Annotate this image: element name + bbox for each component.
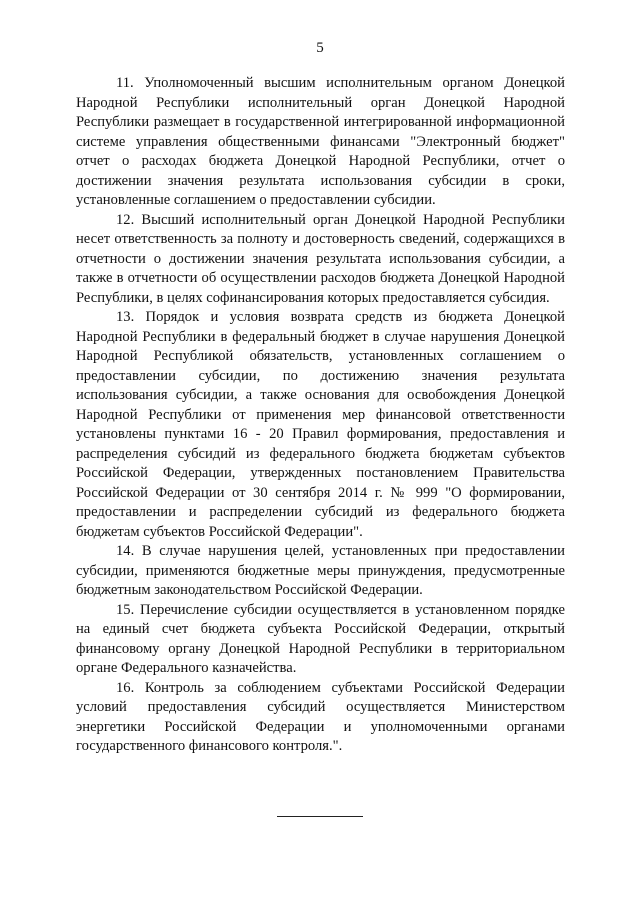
end-divider-line: [277, 816, 363, 817]
paragraph-13: 13. Порядок и условия возврата средств из бюджета Донецкой Народной Республики в федеральный бюджет в случае нарушения Донецкой Народной Республикой обязательств, установленных соглашением о предоставлении субсидии, по достижению значения результата использования субсидии, а также основания для освобождения Донецкой Народной Республики от применения мер финансовой ответственности установлены пунктами 16 - 20 Правил формирования, предоставления и распределения субсидий из федерального бюджета бюджетам субъектов Российской Федерации, утвержденных постановлением Правительства Российской Федерации от 30 сентября 2014 г. № 999 "О формировании, предоставлении и распределении субсидий из федерального бюджета бюджетам субъектов Российской Федерации".: [76, 309, 565, 540]
paragraph-12: 12. Высший исполнительный орган Донецкой Народной Республики несет ответственность за полноту и достоверность сведений, содержащихся в отчетности о достижении значения результата использования субсидии, а также в отчетности об осуществлении расходов бюджета Донецкой Народной Республики, в целях софинансирования которых предоставляется субсидия.: [76, 211, 565, 306]
paragraph-15: 15. Перечисление субсидии осуществляется в установленном порядке на единый счет бюджета субъекта Российской Федерации, открытый финансовому органу Донецкой Народной Республики в территориальном органе Федерального казначейства.: [76, 601, 565, 676]
paragraph-11: 11. Уполномоченный высшим исполнительным органом Донецкой Народной Республики исполнительный орган Донецкой Народной Республики размещает в государственной интегрированной информационной системе управления общественными финансами "Электронный бюджет" отчет о расходах бюджета Донецкой Народной Республики, отчет о достижении значения результата использования субсидии в сроки, установленные соглашением о предоставлении субсидии.: [76, 75, 565, 208]
document-body: [76, 74, 565, 757]
paragraph-16: 16. Контроль за соблюдением субъектами Российской Федерации условий предоставления субсидий осуществляется Министерством энергетики Российской Федерации и уполномоченными органами государственного финансового контроля.".: [76, 679, 565, 754]
page-number: 5: [316, 40, 324, 56]
paragraph-14: 14. В случае нарушения целей, установленных при предоставлении субсидии, применяются бюджетные меры принуждения, предусмотренные бюджетным законодательством Российской Федерации.: [76, 543, 565, 598]
